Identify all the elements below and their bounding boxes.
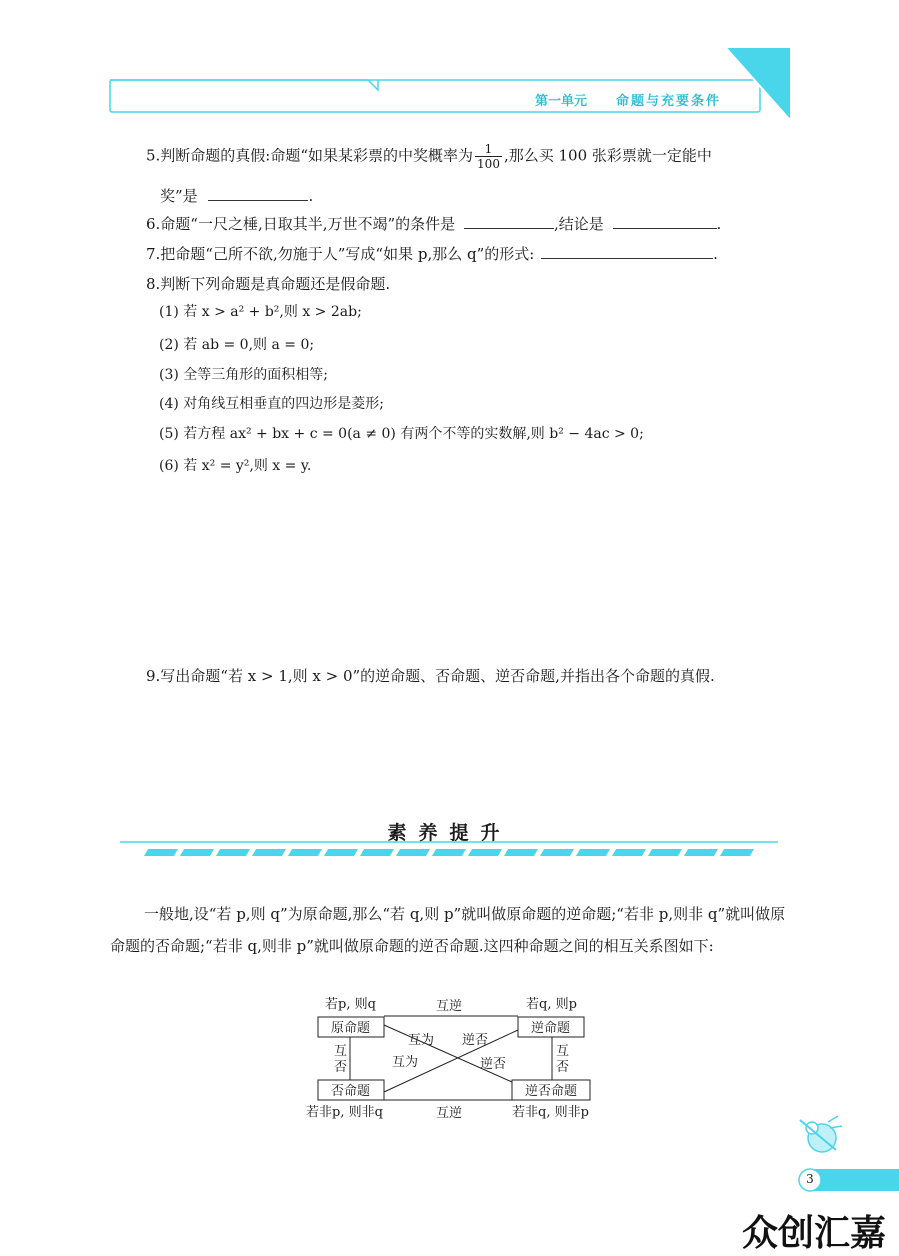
caption-top-left: 若p, 则q (325, 997, 376, 1012)
box-inverse: 否命题 (331, 1084, 371, 1099)
section-title: 素养提升 (387, 822, 512, 844)
question-6-mid: ,结论是 (553, 215, 604, 233)
question-8: 8.判断下列命题是真命题还是假命题. (146, 275, 391, 293)
question-8-item-1: (1) 若 x > a² + b²,则 x > 2ab; (159, 304, 362, 320)
edge-left-label-2: 否 (334, 1060, 348, 1075)
question-5-text: 5.判断命题的真假:命题“如果某彩票的中奖概率为 (146, 146, 474, 165)
answer-blank-7[interactable] (541, 244, 713, 259)
answer-blank-6a[interactable] (464, 214, 554, 229)
question-5-line-2: 奖”是 . (160, 187, 314, 205)
question-8-item-6: (6) 若 x² = y²,则 x = y. (159, 458, 312, 474)
question-8-item-5: (5) 若方程 ax² + bx + c = 0(a ≠ 0) 有两个不等的实数解,则 b² − 4ac > 0; (159, 426, 644, 442)
question-5-line-2-text: 奖”是 (160, 187, 198, 205)
header-topic: 命题与充要条件 (616, 94, 722, 109)
diag-label-b1: 互为 (392, 1055, 419, 1070)
question-8-item-3: (3) 全等三角形的面积相等; (159, 367, 328, 383)
question-7-text: 7.把命题“己所不欲,勿施于人”写成“如果 p,那么 q”的形式: (146, 245, 535, 263)
header-unit: 第一单元 (535, 94, 588, 109)
edge-right-label-2: 否 (556, 1060, 570, 1075)
answer-blank-6b[interactable] (613, 214, 717, 229)
edge-top-label: 互逆 (436, 999, 463, 1014)
question-6: 6.命题“一尺之棰,日取其半,万世不竭”的条件是 ,结论是 . (146, 215, 722, 233)
answer-blank-5[interactable] (208, 186, 308, 201)
diag-label-a1: 互为 (408, 1033, 435, 1048)
caption-bottom-right: 若非q, 则非p (512, 1105, 589, 1120)
question-9: 9.写出命题“若 x > 1,则 x > 0”的逆命题、否命题、逆否命题,并指出各个命题的真假. (146, 667, 715, 685)
edge-bottom-label: 互逆 (436, 1106, 463, 1121)
mascot-decoration (790, 1110, 850, 1160)
caption-top-right: 若q, 则p (526, 997, 577, 1012)
proposition-diagram (300, 990, 610, 1125)
box-contrapositive: 逆否命题 (525, 1084, 578, 1099)
section-divider (110, 840, 790, 860)
edge-right-label-1: 互 (556, 1044, 570, 1059)
section-paragraph-text: 一般地,设“若 p,则 q”为原命题,那么“若 q,则 p”就叫做原命题的逆命题;“若非 p,则非 q”就叫做原命题的否命题;“若非 q,则非 p”就叫做原命题的逆否命题.这四种命题之间的相互关系图如下: (110, 905, 786, 955)
question-5 (146, 142, 712, 171)
section-paragraph (110, 898, 790, 962)
fraction-numerator: 1 (475, 142, 502, 157)
question-5-text-after: ,那么买 100 张彩票就一定能中 (503, 146, 712, 165)
edge-left-label-1: 互 (334, 1044, 348, 1059)
caption-bottom-left: 若非p, 则非q (306, 1105, 383, 1120)
header-banner (0, 0, 899, 130)
diag-label-a2: 逆否 (462, 1033, 489, 1048)
fraction-denominator: 100 (477, 157, 500, 171)
question-8-item-4: (4) 对角线互相垂直的四边形是菱形; (159, 396, 384, 412)
box-original: 原命题 (331, 1021, 371, 1036)
page-number: 3 (806, 1172, 814, 1186)
watermark: 众创汇嘉 (742, 1213, 887, 1254)
diag-label-b2: 逆否 (480, 1057, 507, 1072)
box-converse: 逆命题 (531, 1021, 571, 1036)
question-6-text: 6.命题“一尺之棰,日取其半,万世不竭”的条件是 (146, 215, 456, 233)
question-8-item-2: (2) 若 ab = 0,则 a = 0; (159, 337, 315, 353)
fraction (475, 142, 502, 171)
question-7: 7.把命题“己所不欲,勿施于人”写成“如果 p,那么 q”的形式: . (146, 245, 718, 263)
